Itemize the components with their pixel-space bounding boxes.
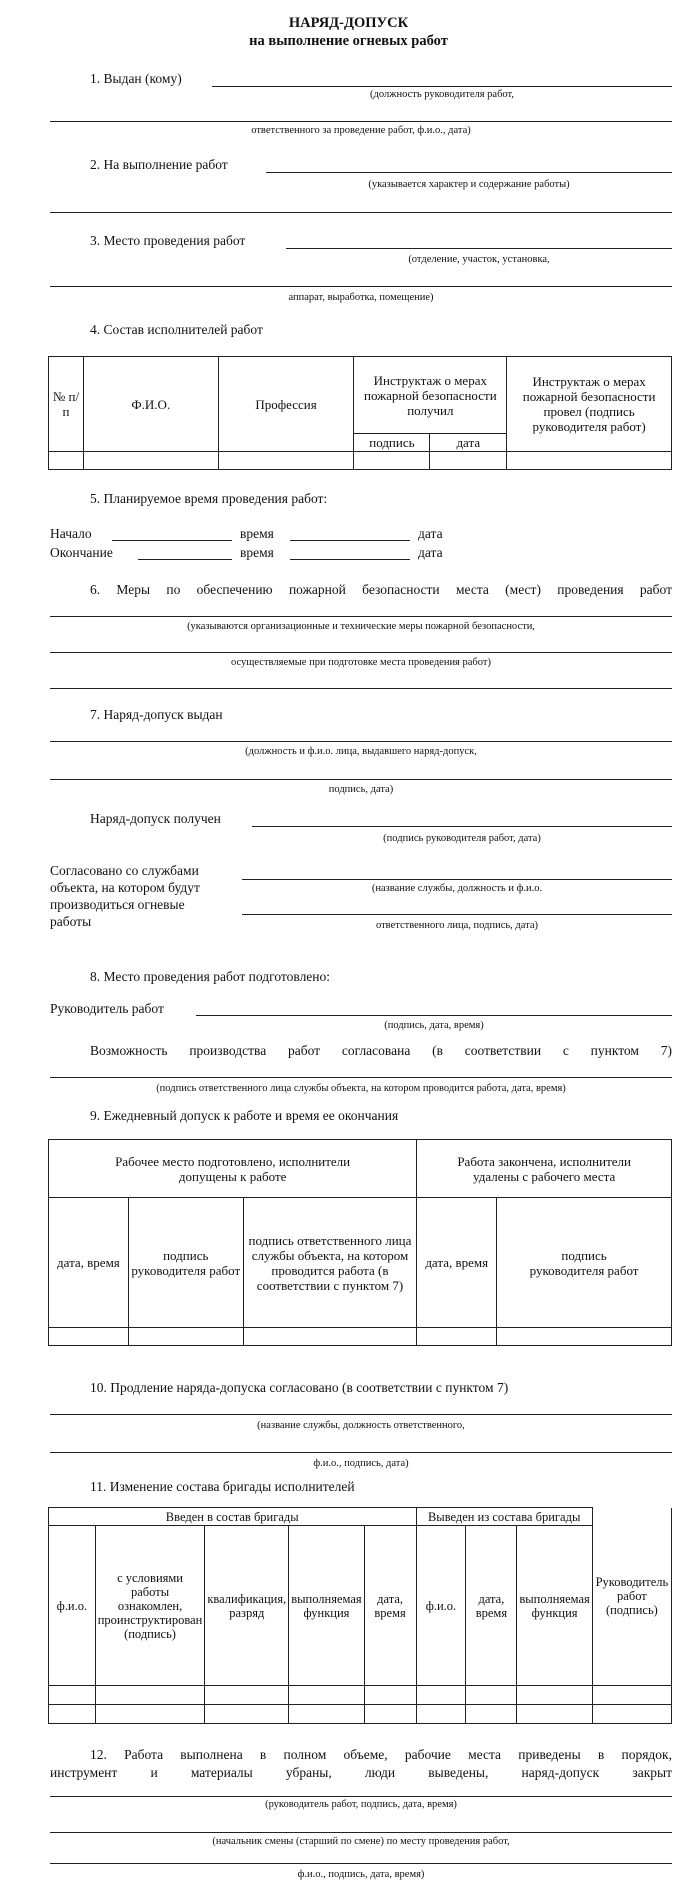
s7-hint-3: (подпись руководителя работ, дата) xyxy=(383,833,541,844)
s6-hint-1: (указываются организационные и технические меры пожарной безопасности, xyxy=(187,621,535,632)
s5-start-time-label: время xyxy=(240,526,274,541)
s5-start-time-field[interactable] xyxy=(290,540,410,541)
col-num: № п/п xyxy=(49,357,84,452)
s3-label: 3. Место проведения работ xyxy=(90,233,246,248)
s10-hint-2: ф.и.о., подпись, дата) xyxy=(313,1458,409,1469)
s7-hint-5: ответственного лица, подпись, дата) xyxy=(375,920,539,931)
s12-line-2: инструмент и материалы убраны, люди выведены, наряд-допуск закрыт xyxy=(50,1765,672,1780)
daily-admission-table xyxy=(48,1139,672,1346)
s1-hint-2: ответственного за проведение работ, ф.и.о., дата) xyxy=(251,125,471,136)
col-work-finished: Работа закончена, исполнители удалены с рабочего места xyxy=(417,1140,672,1198)
s5-end-label: Окончание xyxy=(50,545,113,560)
table-row[interactable] xyxy=(49,1686,672,1705)
col-datetime-out: дата, время xyxy=(466,1526,517,1686)
s7-agreed-label: Согласовано со службами объекта, на котором будут производиться огневые работы xyxy=(50,863,200,929)
s12-field-3[interactable] xyxy=(50,1863,672,1864)
s1-field-2[interactable] xyxy=(50,121,672,122)
s12-field-2[interactable] xyxy=(50,1832,672,1833)
col-workplace-prepared: Рабочее место подготовлено, исполнители допущены к работе xyxy=(49,1140,417,1198)
s10-label: 10. Продление наряда-допуска согласовано (в соответствии с пунктом 7) xyxy=(90,1380,509,1395)
col-head-sign-1: подпись руководителя работ xyxy=(128,1198,243,1328)
table-row[interactable] xyxy=(49,1705,672,1724)
s8-label: 8. Место проведения работ подготовлено: xyxy=(90,969,331,984)
page-subtitle: на выполнение огневых работ xyxy=(249,33,448,49)
s12-hint-3: ф.и.о., подпись, дата, время) xyxy=(297,1869,425,1880)
s6-field-3[interactable] xyxy=(50,688,672,689)
s7-hint-4: (название службы, должность и ф.и.о. xyxy=(371,883,543,894)
s3-field-1[interactable] xyxy=(286,248,672,249)
s6-hint-2: осуществляемые при подготовке места проведения работ) xyxy=(231,657,491,668)
s10-hint-1: (название службы, должность ответственного, xyxy=(257,1420,465,1431)
col-conditions: с условиями работы ознакомлен, проинструктирован (подпись) xyxy=(95,1526,205,1686)
col-qualification: квалификация, разряд xyxy=(205,1526,289,1686)
col-sign: подпись xyxy=(354,434,430,452)
s1-hint-1: (должность руководителя работ, xyxy=(370,89,514,100)
col-profession: Профессия xyxy=(218,357,354,452)
s3-field-2[interactable] xyxy=(50,286,672,287)
col-fio: Ф.И.О. xyxy=(83,357,218,452)
col-fio-out: ф.и.о. xyxy=(416,1526,466,1686)
s6-field-2[interactable] xyxy=(50,652,672,653)
crew-change-table xyxy=(48,1507,672,1724)
s2-label: 2. На выполнение работ xyxy=(90,157,228,172)
col-removed: Выведен из состава бригады xyxy=(416,1508,592,1526)
col-instr-conducted: Инструктаж о мерах пожарной безопасности провел (подпись руководителя работ) xyxy=(507,357,672,452)
s10-field-1[interactable] xyxy=(50,1414,672,1415)
s7-received-field[interactable] xyxy=(252,826,672,827)
s6-label: 6. Меры по обеспечению пожарной безопасности места (мест) проведения работ xyxy=(90,582,672,597)
col-datetime-in: дата, время xyxy=(364,1526,416,1686)
s9-label: 9. Ежедневный допуск к работе и время ее окончания xyxy=(90,1108,399,1123)
s6-field-1[interactable] xyxy=(50,616,672,617)
col-head-sign-2: подпись руководителя работ xyxy=(497,1198,672,1328)
s8-hint-2: (подпись ответственного лица службы объекта, на котором проводится работа, дата, время) xyxy=(156,1083,566,1094)
s5-end-date-field[interactable] xyxy=(138,559,232,560)
s8-possible-label: Возможность производства работ согласована (в соответствии с пунктом 7) xyxy=(90,1043,672,1058)
s7-field-1[interactable] xyxy=(50,741,672,742)
s10-field-2[interactable] xyxy=(50,1452,672,1453)
s7-received-label: Наряд-допуск получен xyxy=(90,811,221,826)
s3-hint-1: (отделение, участок, установка, xyxy=(408,254,550,265)
col-added: Введен в состав бригады xyxy=(49,1508,417,1526)
s5-end-time-field[interactable] xyxy=(290,559,410,560)
s12-line-1: 12. Работа выполнена в полном объеме, рабочие места приведены в порядок, xyxy=(90,1747,672,1762)
s1-label: 1. Выдан (кому) xyxy=(90,71,182,86)
s3-hint-2: аппарат, выработка, помещение) xyxy=(288,292,434,303)
s7-hint-2: подпись, дата) xyxy=(328,784,394,795)
s8-hint-1: (подпись, дата, время) xyxy=(384,1020,484,1031)
s11-label: 11. Изменение состава бригады исполнителей xyxy=(90,1479,355,1494)
col-datetime-1: дата, время xyxy=(49,1198,129,1328)
s2-hint-1: (указывается характер и содержание работы) xyxy=(368,179,570,190)
s12-field-1[interactable] xyxy=(50,1796,672,1797)
s5-start-date-label: дата xyxy=(418,526,443,541)
s5-end-time-label: время xyxy=(240,545,274,560)
executors-table xyxy=(48,356,672,470)
s12-hint-1: (руководитель работ, подпись, дата, время) xyxy=(265,1799,457,1810)
s5-label: 5. Планируемое время проведения работ: xyxy=(90,491,328,506)
col-function-in: выполняемая функция xyxy=(289,1526,364,1686)
s7-label: 7. Наряд-допуск выдан xyxy=(90,707,223,722)
table-row[interactable] xyxy=(49,1328,672,1346)
s12-hint-2: (начальник смены (старший по смене) по месту проведения работ, xyxy=(212,1836,510,1847)
s5-end-date-label: дата xyxy=(418,545,443,560)
s4-label: 4. Состав исполнителей работ xyxy=(90,322,263,337)
col-datetime-2: дата, время xyxy=(417,1198,497,1328)
page-title: НАРЯД-ДОПУСК xyxy=(288,15,409,31)
s7-agreed-field-2[interactable] xyxy=(242,914,672,915)
col-date: дата xyxy=(430,434,507,452)
col-responsible-sign: подпись ответственного лица службы объекта, на котором проводится работа (в соответствии с пунктом 7) xyxy=(243,1198,417,1328)
s5-start-date-field[interactable] xyxy=(112,540,232,541)
s5-start-label: Начало xyxy=(50,526,92,541)
s7-field-2[interactable] xyxy=(50,779,672,780)
s7-hint-1: (должность и ф.и.о. лица, выдавшего наряд-допуск, xyxy=(245,746,477,757)
s2-field-2[interactable] xyxy=(50,212,672,213)
s2-field-1[interactable] xyxy=(266,172,672,173)
col-head-signature: Руководитель работ (подпись) xyxy=(592,1508,671,1686)
col-instr-received: Инструктаж о мерах пожарной безопасности получил xyxy=(354,357,507,434)
s8-head-label: Руководитель работ xyxy=(50,1001,164,1016)
s8-possible-field[interactable] xyxy=(50,1077,672,1078)
s8-head-field[interactable] xyxy=(196,1015,672,1016)
col-fio-in: ф.и.о. xyxy=(49,1526,96,1686)
s1-field-1[interactable] xyxy=(212,86,672,87)
s7-agreed-field-1[interactable] xyxy=(242,879,672,880)
table-row[interactable] xyxy=(49,452,672,470)
col-function-out: выполняемая функция xyxy=(517,1526,592,1686)
